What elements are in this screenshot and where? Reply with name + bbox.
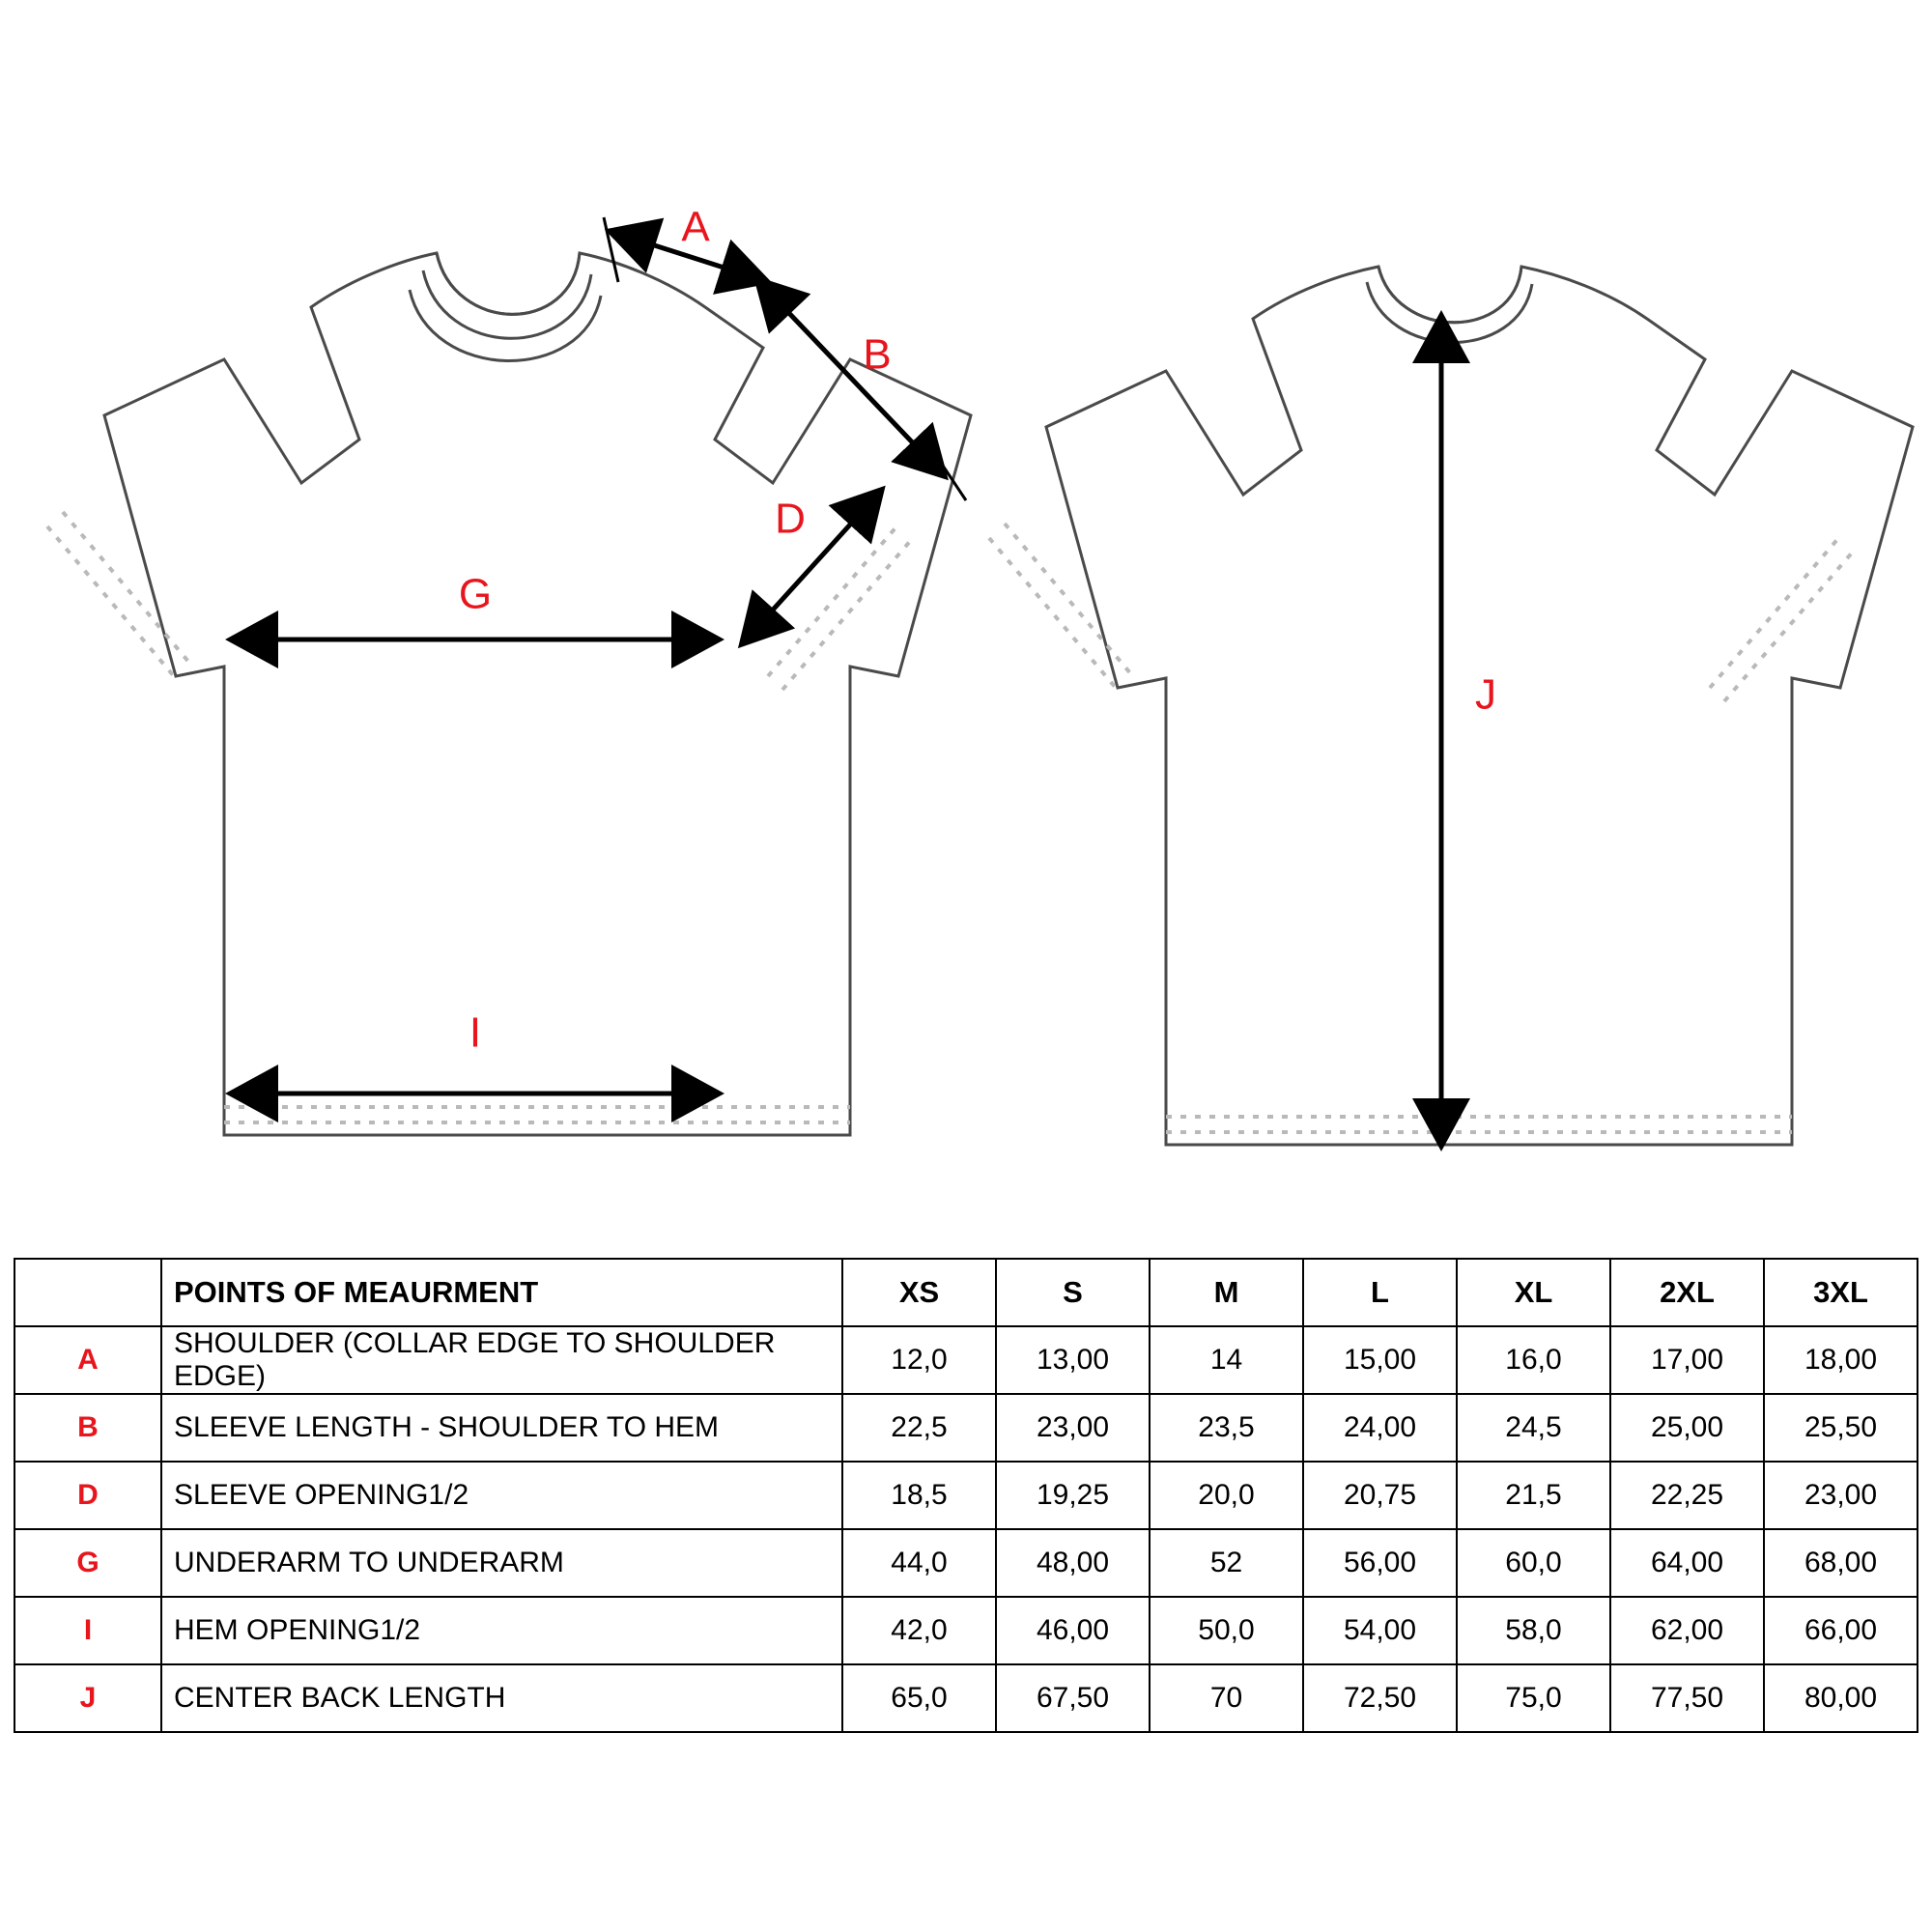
header-points-of-measurement: POINTS OF MEAURMENT	[161, 1259, 842, 1326]
row-g-l: 56,00	[1303, 1529, 1457, 1597]
row-g-2xl: 64,00	[1610, 1529, 1764, 1597]
row-b-3xl: 25,50	[1764, 1394, 1918, 1462]
table-row	[14, 1462, 1918, 1529]
row-a-2xl: 17,00	[1610, 1326, 1764, 1394]
row-i-s: 46,00	[996, 1597, 1150, 1664]
row-i-m: 50,0	[1150, 1597, 1303, 1664]
table-header-row	[14, 1259, 1918, 1326]
table-row	[14, 1394, 1918, 1462]
table-row	[14, 1664, 1918, 1732]
row-i-xs: 42,0	[842, 1597, 996, 1664]
row-j-l: 72,50	[1303, 1664, 1457, 1732]
row-name-j: CENTER BACK LENGTH	[161, 1664, 842, 1732]
header-size-m: M	[1150, 1259, 1303, 1326]
row-name-d: SLEEVE OPENING1/2	[161, 1462, 842, 1529]
row-d-3xl: 23,00	[1764, 1462, 1918, 1529]
row-g-m: 52	[1150, 1529, 1303, 1597]
row-b-2xl: 25,00	[1610, 1394, 1764, 1462]
table-row	[14, 1326, 1918, 1394]
header-size-xl: XL	[1457, 1259, 1610, 1326]
row-j-xs: 65,0	[842, 1664, 996, 1732]
measurements-table	[14, 1258, 1918, 1733]
row-j-m: 70	[1150, 1664, 1303, 1732]
header-size-l: L	[1303, 1259, 1457, 1326]
row-b-m: 23,5	[1150, 1394, 1303, 1462]
row-a-xs: 12,0	[842, 1326, 996, 1394]
row-name-b: SLEEVE LENGTH - SHOULDER TO HEM	[161, 1394, 842, 1462]
row-d-s: 19,25	[996, 1462, 1150, 1529]
row-d-m: 20,0	[1150, 1462, 1303, 1529]
row-a-xl: 16,0	[1457, 1326, 1610, 1394]
row-a-m: 14	[1150, 1326, 1303, 1394]
row-a-3xl: 18,00	[1764, 1326, 1918, 1394]
header-size-xs: XS	[842, 1259, 996, 1326]
row-j-2xl: 77,50	[1610, 1664, 1764, 1732]
row-i-3xl: 66,00	[1764, 1597, 1918, 1664]
label-j: J	[1475, 670, 1496, 719]
row-j-3xl: 80,00	[1764, 1664, 1918, 1732]
row-i-xl: 58,0	[1457, 1597, 1610, 1664]
label-a: A	[681, 203, 710, 251]
measurements-table-wrap	[14, 1258, 1918, 1733]
row-name-i: HEM OPENING1/2	[161, 1597, 842, 1664]
row-g-xs: 44,0	[842, 1529, 996, 1597]
header-size-s: S	[996, 1259, 1150, 1326]
header-key-blank	[14, 1259, 161, 1326]
front-body-outline	[104, 253, 971, 1135]
row-j-xl: 75,0	[1457, 1664, 1610, 1732]
row-i-2xl: 62,00	[1610, 1597, 1764, 1664]
table-row	[14, 1597, 1918, 1664]
label-b: B	[863, 330, 892, 379]
row-d-l: 20,75	[1303, 1462, 1457, 1529]
header-size-3xl: 3XL	[1764, 1259, 1918, 1326]
row-key-b: B	[14, 1394, 161, 1462]
label-g: G	[458, 570, 493, 618]
row-b-xl: 24,5	[1457, 1394, 1610, 1462]
row-name-a: SHOULDER (COLLAR EDGE TO SHOULDER EDGE)	[161, 1326, 842, 1394]
row-d-xs: 18,5	[842, 1462, 996, 1529]
row-key-a: A	[14, 1326, 161, 1394]
row-d-2xl: 22,25	[1610, 1462, 1764, 1529]
table-row	[14, 1529, 1918, 1597]
row-b-xs: 22,5	[842, 1394, 996, 1462]
label-d: D	[775, 495, 806, 543]
row-key-d: D	[14, 1462, 161, 1529]
row-j-s: 67,50	[996, 1664, 1150, 1732]
row-g-xl: 60,0	[1457, 1529, 1610, 1597]
label-i: I	[469, 1009, 482, 1057]
row-d-xl: 21,5	[1457, 1462, 1610, 1529]
row-key-j: J	[14, 1664, 161, 1732]
row-b-s: 23,00	[996, 1394, 1150, 1462]
row-a-s: 13,00	[996, 1326, 1150, 1394]
row-i-l: 54,00	[1303, 1597, 1457, 1664]
row-b-l: 24,00	[1303, 1394, 1457, 1462]
row-a-l: 15,00	[1303, 1326, 1457, 1394]
row-key-g: G	[14, 1529, 161, 1597]
row-key-i: I	[14, 1597, 161, 1664]
row-name-g: UNDERARM TO UNDERARM	[161, 1529, 842, 1597]
row-g-s: 48,00	[996, 1529, 1150, 1597]
row-g-3xl: 68,00	[1764, 1529, 1918, 1597]
tshirt-front-view	[104, 253, 971, 1135]
header-size-2xl: 2XL	[1610, 1259, 1764, 1326]
